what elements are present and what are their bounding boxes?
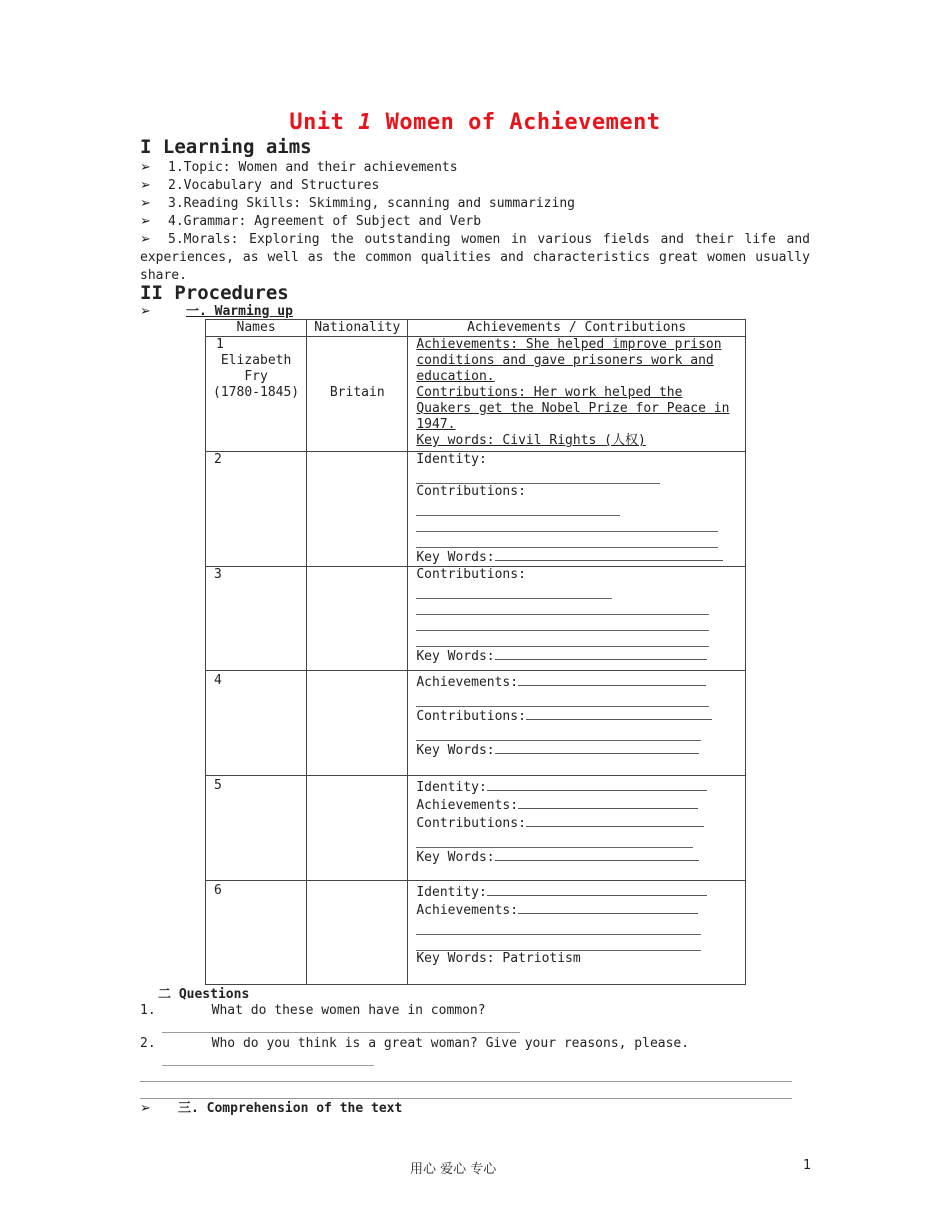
arrow-bullet-icon: ➢	[140, 232, 151, 247]
arrow-bullet-icon: ➢	[140, 1101, 151, 1116]
answer-line-4[interactable]	[140, 1098, 792, 1099]
section-heading-procedures: II Procedures	[140, 282, 289, 304]
answer-line-2[interactable]	[162, 1065, 374, 1066]
table-header-row	[206, 320, 746, 337]
arrow-bullet-icon: ➢	[140, 178, 151, 193]
table-row: 2 Identity: Contributions: Key Words:	[206, 452, 746, 567]
list-item: ➢ 5.Morals: Exploring the outstanding women in various fields and their life and experiences, as well as the common qualities and characteristics great women usually share.	[140, 232, 810, 283]
nationality-cell: Britain	[307, 337, 408, 452]
arrow-bullet-icon: ➢	[140, 304, 151, 319]
page-number: 1	[803, 1158, 812, 1173]
warming-up-heading: ➢ 一. Warming up	[140, 304, 293, 319]
questions-heading: 二 Questions	[158, 987, 250, 1002]
question-1: 1. What do these women have in common?	[140, 1003, 486, 1018]
table-row: 3 Contributions: Key Words:	[206, 567, 746, 671]
column-header-nationality: Nationality	[307, 320, 408, 337]
comprehension-heading: ➢ 三. Comprehension of the text	[140, 1101, 403, 1116]
answer-line-1[interactable]	[162, 1032, 520, 1033]
table-row: 5 Identity: Achievements: Contributions: Key Words:	[206, 776, 746, 881]
question-2: 2. Who do you think is a great woman? Give your reasons, please.	[140, 1036, 690, 1051]
footer-motto: 用心 爱心 专心	[410, 1162, 497, 1177]
arrow-bullet-icon: ➢	[140, 160, 151, 175]
list-item: ➢ 4.Grammar: Agreement of Subject and Verb	[140, 214, 482, 229]
achievements-cell: Achievements: She helped improve prison conditions and gave prisoners work and education. Contributions: Her work helped the Quakers get the Nobel Prize for Peace in 1947. Key words: Civil Rights (人权)	[408, 337, 746, 452]
list-item: ➢ 1.Topic: Women and their achievements	[140, 160, 458, 175]
table-row: 4 Achievements: Contributions: Key Words:	[206, 671, 746, 776]
learning-aims-list	[140, 159, 810, 285]
column-header-achievements: Achievements / Contributions	[408, 320, 746, 337]
list-item: ➢ 2.Vocabulary and Structures	[140, 178, 380, 193]
table-row: 6 Identity: Achievements: Key Words: Patriotism	[206, 881, 746, 985]
arrow-bullet-icon: ➢	[140, 196, 151, 211]
list-item: ➢ 3.Reading Skills: Skimming, scanning and summarizing	[140, 196, 575, 211]
page-title: Unit 1 Women of Achievement	[289, 110, 661, 135]
name-cell: 1 Elizabeth Fry (1780-1845)	[206, 337, 307, 452]
section-heading-learning-aims: I Learning aims	[140, 136, 312, 158]
answer-line-3[interactable]	[140, 1081, 792, 1082]
arrow-bullet-icon: ➢	[140, 214, 151, 229]
warming-up-table	[205, 319, 746, 985]
table-row	[206, 337, 746, 452]
column-header-names: Names	[206, 320, 307, 337]
